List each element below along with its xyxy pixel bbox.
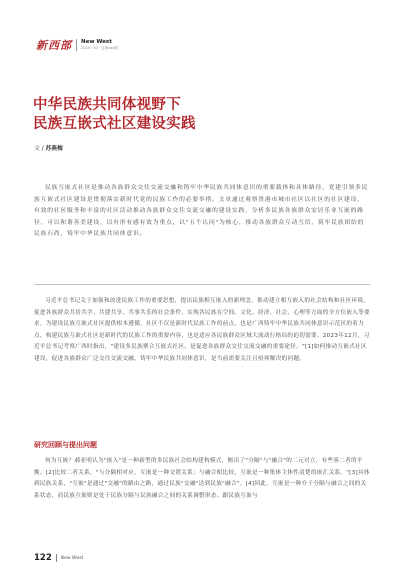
title-line-1: 中华民族共同体视野下 bbox=[33, 97, 181, 113]
magazine-english-name: New West bbox=[81, 39, 112, 45]
byline-prefix: 文 / bbox=[34, 146, 46, 152]
magazine-logo: 新西部 bbox=[36, 39, 72, 52]
section-paragraph: 何为互嵌？郝亚明认为"嵌入"是一种新型的多民族社会结构建构模式，衡出了"分隔"与"融合"的二元对立，有些客二者的平衡。[2]比较二者关系，"与分隔相对应，互嵌是一种交错关系；与融合相比较，互嵌是一种集体主体性清楚的嵌汇关系。"[3]具体到民族关系，"互嵌"是通过"交融"的路由之路，通过民族"交融"达到民族"融合"。[4]因此，互嵌是一种介于分隔与融合之间的关系状态，而民族互嵌则是处于民族分隔与民族融合之间的关系调整形态。跟民族互嵌与 bbox=[34, 458, 370, 499]
masthead-divider bbox=[76, 39, 77, 51]
masthead-subtitle bbox=[81, 39, 118, 51]
title-line-2: 民族互嵌式社区建设实践 bbox=[33, 116, 196, 132]
page-number: 122 bbox=[34, 553, 52, 563]
author-name: 苏燕梅 bbox=[45, 146, 63, 152]
abstract-divider bbox=[34, 284, 370, 285]
intro-paragraph: 习近平总书记关于加强和改进民族工作的重要思想，提出民族相互嵌入的新理念，推动建立相互嵌入的社会结构和社区环境，促进各族群众共居共学、共建共享、共事共乐的社会条件，实现各民族在空间、文化、经济、社会、心理等方面的全方位嵌入等要求，为建设民族互嵌式社区提供根本遵循。社区不仅是新时代民族工作的前点，也是广西铸牢中华民族共同体意识示范区的着力点，构建民族互嵌式社区是新时代的民族工作的重要内容，也是适应各民族群众区域大流动行格局的迫切需要。2023年12月，习近平总书记考察广西时指出，"建设多民族聚合互嵌式社区，是促进各族群众交往交流交融的重要途径。"[1]如何推动互嵌式社区建设，促进各族群众广泛交往交流交融，铸牢中华民族共同体意识，是当前需要关注且亟须解决的问题。 bbox=[34, 298, 370, 362]
footer-magazine-name: New West bbox=[60, 555, 84, 561]
section-heading: 研究回顾与提出问题 bbox=[34, 441, 97, 449]
article-title bbox=[33, 96, 196, 134]
byline bbox=[34, 143, 63, 152]
article-abstract: 民族互嵌式社区是推动各族群众交往交流交融和铸牢中华民族共同体意识的重要载体和具体路径。党建引领多民族互嵌式社区建设是贯彻落实新时代党的民族工作的必要举措。文章通过观察贵港市城市社区以社区的社区建设，有效的社区服务和丰富的社区活动推动各族群众交往交流交融的建设实践，分析多民族各族群众安居乐业互嵌的路径，可以和谐善美建设，以有形有感有效为重点，以"五个认同"为核心，推动各族群众互动互信，筑牢民族团结的民族石尚，铸牢中华民族共同体意识。 bbox=[34, 185, 369, 237]
page-footer bbox=[34, 553, 83, 563]
masthead bbox=[36, 38, 118, 52]
issue-info: 2024 · 10 · 总第xxx期 bbox=[81, 46, 118, 50]
footer-divider bbox=[56, 554, 57, 562]
